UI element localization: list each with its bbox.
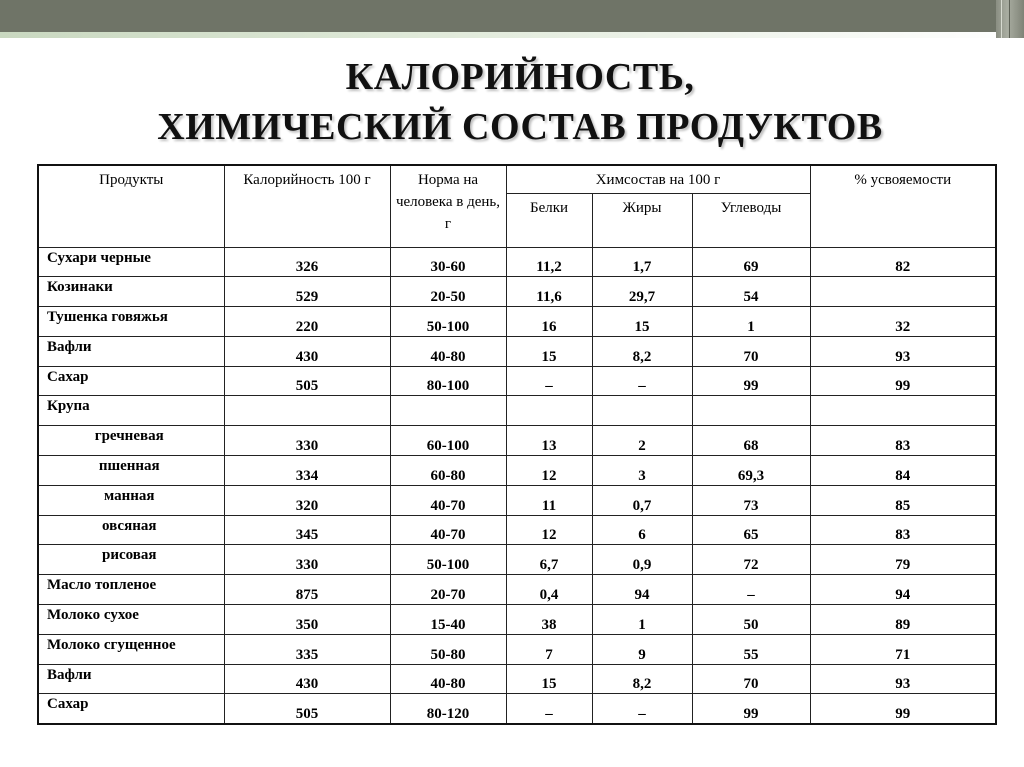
cell-norm: 60-80 — [390, 456, 506, 486]
cell-absorption: 99 — [810, 366, 996, 396]
cell-cal: 430 — [224, 664, 390, 694]
cell-carbs: 50 — [692, 605, 810, 635]
product-name: рисовая — [38, 545, 224, 575]
product-name: Тушенка говяжья — [38, 307, 224, 337]
cell-norm: 15-40 — [390, 605, 506, 635]
cell-norm: 50-100 — [390, 307, 506, 337]
cell-fat: 1 — [592, 605, 692, 635]
table-row — [38, 366, 996, 396]
cell-protein: 11,2 — [506, 247, 592, 277]
cell-protein: 11,6 — [506, 277, 592, 307]
cell-carbs: 70 — [692, 664, 810, 694]
cell-protein: 12 — [506, 515, 592, 545]
cell-fat: – — [592, 694, 692, 724]
cell-absorption: 79 — [810, 545, 996, 575]
header-calories: Калорийность 100 г — [224, 165, 390, 247]
cell-fat: 29,7 — [592, 277, 692, 307]
cell-fat: 3 — [592, 456, 692, 486]
cell-cal: 220 — [224, 307, 390, 337]
cell-protein: 0,4 — [506, 575, 592, 605]
cell-norm — [390, 396, 506, 426]
product-name: Молоко сгущенное — [38, 634, 224, 664]
cell-fat: 0,7 — [592, 485, 692, 515]
cell-norm: 80-100 — [390, 366, 506, 396]
product-name: Козинаки — [38, 277, 224, 307]
table-row — [38, 336, 996, 366]
product-name: Молоко сухое — [38, 605, 224, 635]
cell-absorption: 99 — [810, 694, 996, 724]
cell-fat: 94 — [592, 575, 692, 605]
cell-protein: – — [506, 694, 592, 724]
table-row — [38, 664, 996, 694]
table-row — [38, 634, 996, 664]
product-name: Вафли — [38, 664, 224, 694]
header-carbs: Углеводы — [692, 193, 810, 247]
cell-absorption: 93 — [810, 336, 996, 366]
cell-carbs — [692, 396, 810, 426]
product-name: Крупа — [38, 396, 224, 426]
table-row — [38, 515, 996, 545]
header-fat: Жиры — [592, 193, 692, 247]
cell-protein: 38 — [506, 605, 592, 635]
cell-fat: 6 — [592, 515, 692, 545]
cell-cal: 345 — [224, 515, 390, 545]
header-norm: Норма на человека в день, г — [390, 165, 506, 247]
cell-carbs: 69,3 — [692, 456, 810, 486]
page-title — [0, 52, 1024, 152]
table-row — [38, 277, 996, 307]
cell-fat: 0,9 — [592, 545, 692, 575]
cell-absorption: 89 — [810, 605, 996, 635]
header-protein: Белки — [506, 193, 592, 247]
cell-carbs: 54 — [692, 277, 810, 307]
cell-absorption: 32 — [810, 307, 996, 337]
table-row — [38, 307, 996, 337]
product-name: Вафли — [38, 336, 224, 366]
cell-fat: 2 — [592, 426, 692, 456]
table-row — [38, 426, 996, 456]
cell-absorption: 71 — [810, 634, 996, 664]
cell-norm: 80-120 — [390, 694, 506, 724]
product-name: манная — [38, 485, 224, 515]
table-row — [38, 456, 996, 486]
cell-carbs: 99 — [692, 694, 810, 724]
cell-norm: 20-70 — [390, 575, 506, 605]
cell-carbs: 65 — [692, 515, 810, 545]
cell-carbs: – — [692, 575, 810, 605]
cell-cal: 330 — [224, 545, 390, 575]
cell-carbs: 1 — [692, 307, 810, 337]
cell-fat: – — [592, 366, 692, 396]
cell-norm: 40-70 — [390, 485, 506, 515]
corner-line-dark — [1009, 0, 1010, 38]
product-name: Масло топленое — [38, 575, 224, 605]
cell-cal: 326 — [224, 247, 390, 277]
product-name: Сахар — [38, 366, 224, 396]
cell-norm: 50-80 — [390, 634, 506, 664]
product-name: Сухари черные — [38, 247, 224, 277]
cell-absorption: 85 — [810, 485, 996, 515]
table-row — [38, 605, 996, 635]
product-name: овсяная — [38, 515, 224, 545]
cell-carbs: 68 — [692, 426, 810, 456]
cell-fat — [592, 396, 692, 426]
corner-line — [1001, 0, 1002, 38]
cell-norm: 20-50 — [390, 277, 506, 307]
header-absorption: % усвояемости — [810, 165, 996, 247]
cell-protein: 13 — [506, 426, 592, 456]
header-composition: Химсостав на 100 г — [506, 165, 810, 193]
top-banner — [0, 0, 1024, 32]
cell-norm: 40-80 — [390, 336, 506, 366]
cell-absorption — [810, 396, 996, 426]
cell-norm: 30-60 — [390, 247, 506, 277]
cell-protein: 15 — [506, 664, 592, 694]
table-row — [38, 694, 996, 724]
cell-cal: 350 — [224, 605, 390, 635]
table-row — [38, 396, 996, 426]
cell-protein: 7 — [506, 634, 592, 664]
cell-absorption: 84 — [810, 456, 996, 486]
cell-cal: 529 — [224, 277, 390, 307]
table-row — [38, 485, 996, 515]
table-row — [38, 545, 996, 575]
cell-fat: 1,7 — [592, 247, 692, 277]
cell-cal: 505 — [224, 694, 390, 724]
cell-cal: 320 — [224, 485, 390, 515]
cell-fat: 8,2 — [592, 664, 692, 694]
cell-protein: 6,7 — [506, 545, 592, 575]
title-line-2: ХИМИЧЕСКИЙ СОСТАВ ПРОДУКТОВ — [157, 106, 883, 148]
cell-norm: 40-80 — [390, 664, 506, 694]
cell-carbs: 73 — [692, 485, 810, 515]
product-name: гречневая — [38, 426, 224, 456]
cell-cal — [224, 396, 390, 426]
cell-protein: – — [506, 366, 592, 396]
cell-protein: 16 — [506, 307, 592, 337]
cell-absorption — [810, 277, 996, 307]
cell-carbs: 55 — [692, 634, 810, 664]
product-name: пшенная — [38, 456, 224, 486]
cell-absorption: 83 — [810, 515, 996, 545]
cell-norm: 60-100 — [390, 426, 506, 456]
table-body — [38, 247, 996, 724]
cell-fat: 8,2 — [592, 336, 692, 366]
cell-absorption: 93 — [810, 664, 996, 694]
cell-cal: 430 — [224, 336, 390, 366]
nutrition-table — [37, 164, 997, 725]
title-line-1: КАЛОРИЙНОСТЬ, — [345, 56, 695, 98]
cell-protein: 15 — [506, 336, 592, 366]
header-products: Продукты — [38, 165, 224, 247]
cell-cal: 875 — [224, 575, 390, 605]
cell-norm: 50-100 — [390, 545, 506, 575]
cell-fat: 9 — [592, 634, 692, 664]
cell-protein: 11 — [506, 485, 592, 515]
cell-carbs: 70 — [692, 336, 810, 366]
cell-absorption: 94 — [810, 575, 996, 605]
table-row — [38, 247, 996, 277]
product-name: Сахар — [38, 694, 224, 724]
cell-cal: 330 — [224, 426, 390, 456]
cell-carbs: 72 — [692, 545, 810, 575]
cell-cal: 505 — [224, 366, 390, 396]
table-row — [38, 575, 996, 605]
cell-protein — [506, 396, 592, 426]
top-banner-stripe — [0, 32, 1024, 38]
cell-carbs: 69 — [692, 247, 810, 277]
cell-absorption: 82 — [810, 247, 996, 277]
cell-cal: 334 — [224, 456, 390, 486]
cell-carbs: 99 — [692, 366, 810, 396]
cell-fat: 15 — [592, 307, 692, 337]
cell-absorption: 83 — [810, 426, 996, 456]
cell-norm: 40-70 — [390, 515, 506, 545]
cell-protein: 12 — [506, 456, 592, 486]
cell-cal: 335 — [224, 634, 390, 664]
